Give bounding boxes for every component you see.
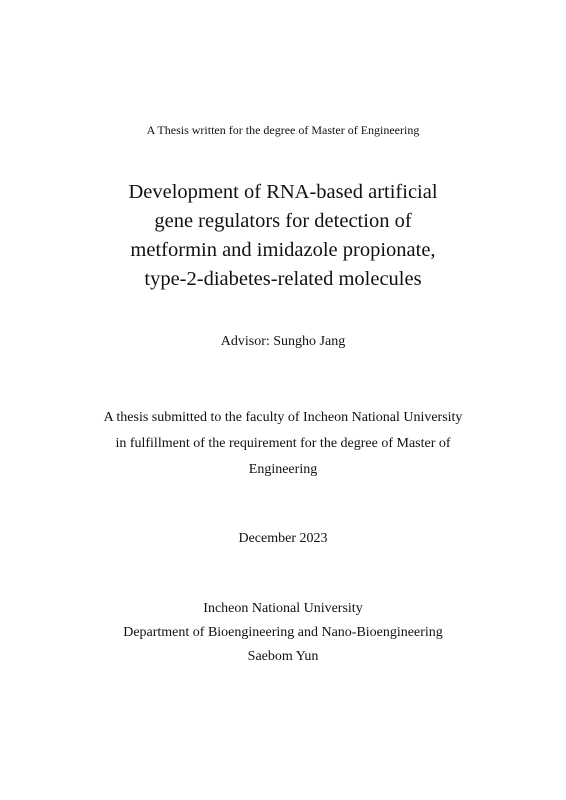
- thesis-title-line: metformin and imidazole propionate,: [130, 239, 436, 261]
- thesis-title-line: Development of RNA-based artificial: [128, 181, 438, 203]
- submission-statement: [0, 405, 566, 483]
- thesis-title-line: gene regulators for detection of: [154, 210, 412, 232]
- author-name: Saebom Yun: [247, 649, 319, 664]
- submission-line: A thesis submitted to the faculty of Incheon National University: [103, 410, 463, 425]
- affiliation-block: [0, 597, 566, 669]
- university-name: Incheon National University: [203, 601, 363, 616]
- submission-date: December 2023: [238, 531, 328, 546]
- advisor-name: Advisor: Sungho Jang: [220, 334, 346, 349]
- thesis-title: [0, 178, 566, 294]
- submission-line: in fulfillment of the requirement for the degree of Master of: [115, 436, 451, 451]
- submission-line: Engineering: [248, 462, 318, 477]
- thesis-title-line: type-2-diabetes-related molecules: [144, 268, 422, 290]
- degree-caption: A Thesis written for the degree of Master of Engineering: [146, 123, 420, 137]
- department-name: Department of Bioengineering and Nano-Bioengineering: [123, 625, 443, 640]
